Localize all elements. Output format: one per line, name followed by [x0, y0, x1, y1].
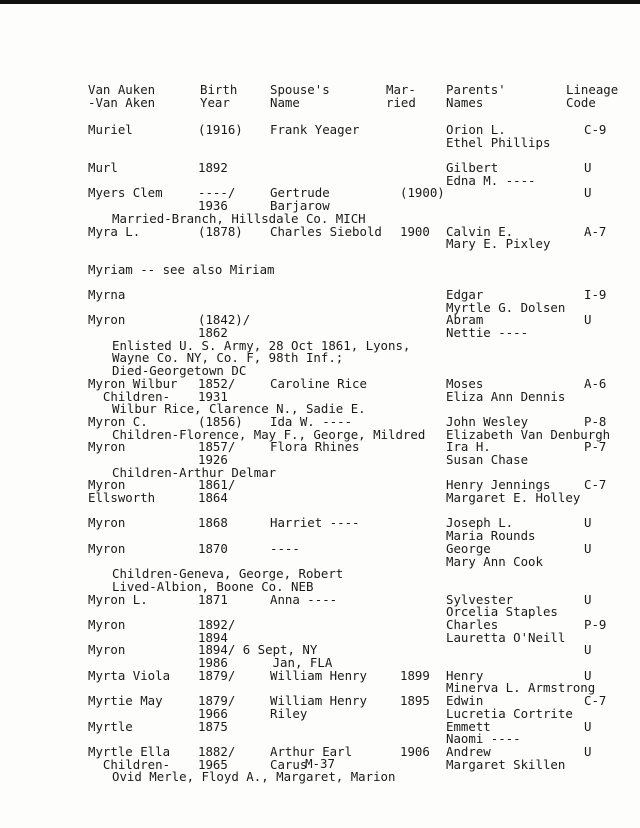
header-parents: Parents' Names [446, 82, 506, 110]
entry-spouse: Flora Rhines [270, 439, 360, 455]
entry-name: Myrtie May [88, 693, 163, 709]
entry-name: Myron Ellsworth [88, 477, 156, 506]
entry-spouse: William Henry [270, 667, 367, 683]
entry-row [88, 375, 628, 417]
entry-birth: 1875 [198, 718, 228, 734]
entry-parents: Ira H. Susan Chase [446, 439, 529, 467]
entry-name: Murl [88, 160, 118, 176]
entry-code: U [584, 185, 592, 201]
entry-parents: Edgar Myrtle G. Dolsen [446, 287, 566, 315]
header-lineage-code: Lineage Code [566, 82, 619, 110]
entry-parents: Andrew Margaret Skillen [446, 743, 566, 772]
entry-birth: (1842)/ 1862 [198, 312, 251, 341]
entry-note: Lived-Albion, Boone Co. NEB [112, 578, 314, 594]
entry-parents: Henry Minerva L. Armstrong [446, 667, 596, 696]
header-spouse: Spouse's Name [270, 82, 330, 110]
entry-birth: 1871 [198, 591, 228, 607]
entry-married: 1899 [400, 667, 430, 683]
entry-birth: 1870 [198, 540, 228, 556]
entry-birth: 1861/ 1864 [198, 477, 236, 506]
entry-code: A-6 [584, 375, 607, 391]
entry-row [88, 187, 628, 225]
entry-name: Myron [88, 642, 126, 658]
entry-row [88, 413, 628, 442]
entry-spouse: Arthur Earl Carus [270, 743, 353, 772]
entry-row [88, 441, 628, 479]
entry-parents: Charles Lauretta O'Neill [446, 617, 566, 645]
entry-code: U [584, 312, 592, 328]
entry-note: Children-Arthur Delmar [112, 464, 277, 480]
entry-spacer [88, 276, 628, 289]
entry-row [88, 540, 628, 594]
entry-code: C-7 [584, 693, 607, 709]
entry-code: C-7 [584, 477, 607, 493]
entry-spouse: Caroline Rice [270, 375, 367, 391]
entry-birth: 1892/ 1894 [198, 617, 236, 645]
entry-row [88, 223, 628, 252]
entry-parents: George Mary Ann Cook [446, 540, 543, 569]
entry-code: P-7 [584, 439, 607, 455]
entry-name: Myron [88, 312, 126, 328]
entry-spouse: Frank Yeager [270, 122, 360, 137]
entry-row [88, 124, 628, 149]
entry-note: Wilbur Rice, Clarence N., Sadie E. [112, 401, 366, 417]
page-number: M-37 [305, 756, 335, 771]
entry-note: Children-Florence, May F., George, Mildred [112, 426, 426, 442]
entry-row [88, 718, 628, 747]
entry-row [88, 619, 628, 644]
entry-name: Myrtle [88, 718, 133, 734]
entry-spouse: Charles Siebold [270, 223, 382, 239]
entry-name: Myron C. [88, 413, 148, 429]
entry-name: Myron [88, 617, 126, 632]
entry-name: Myriam -- see also Miriam [88, 261, 275, 277]
entry-married: (1900) [400, 185, 445, 201]
header-married: Mar- ried [386, 82, 416, 110]
entry-parents: Henry Jennings Margaret E. Holley [446, 477, 581, 506]
entry-birth: ----/ 1936 [198, 185, 236, 214]
entry-birth: 1892 [198, 160, 228, 176]
entry-row [88, 314, 628, 377]
entry-name: Myrta Viola [88, 667, 171, 683]
entry-spouse: Anna ---- [270, 591, 338, 607]
entry-parents: Edwin Lucretia Cortrite [446, 693, 573, 721]
entry-code: U [584, 667, 592, 683]
entry-birth: 1857/ 1926 [198, 439, 236, 467]
entry-birth: 1879/ [198, 667, 236, 683]
entry-note: Died-Georgetown DC [112, 363, 247, 379]
entry-name: Muriel [88, 122, 133, 137]
entry-row [88, 479, 628, 504]
entry-row [88, 695, 628, 720]
entry-code: U [584, 515, 592, 531]
entry-row [88, 261, 628, 277]
entry-note: Wayne Co. NY, Co. F, 98th Inf.; [112, 350, 344, 366]
entry-row [88, 667, 628, 696]
entry-spouse: Harriet ---- [270, 515, 360, 531]
entry-code: A-7 [584, 223, 607, 239]
entry-spacer [88, 149, 628, 162]
entry-birth: 1868 [198, 515, 228, 531]
entry-name: Myrtle Ella Children- [88, 743, 171, 772]
entry-note: Ovid Merle, Floyd A., Margaret, Marion [112, 769, 396, 785]
entry-note: Enlisted U. S. Army, 28 Oct 1861, Lyons, [112, 337, 411, 353]
entry-code: U [584, 718, 592, 734]
entry-spouse: Ida W. ---- [270, 413, 353, 429]
entry-spouse: William Henry Riley [270, 693, 367, 721]
entry-birth: 1852/ 1931 [198, 375, 236, 404]
entry-birth: (1856) [198, 413, 243, 429]
entry-parents: Elizabeth Van Denburgh [446, 426, 611, 442]
entry-married: 1900 [400, 223, 430, 239]
entry-row [88, 591, 628, 620]
entry-parents: Gilbert Edna M. ---- [446, 160, 536, 188]
entry-birth: 1894/ 6 Sept, NY 1986 Jan, FLA [198, 642, 333, 671]
entry-parents: John Wesley [446, 413, 529, 429]
entry-parents: Sylvester Orcelia Staples [446, 591, 558, 620]
entry-row [88, 644, 628, 669]
entry-parents: Emmett Naomi ---- [446, 718, 521, 747]
entry-row [88, 162, 628, 187]
entry-name: Myron [88, 540, 126, 556]
entry-birth: 1882/ 1965 [198, 743, 236, 772]
entry-code: C-9 [584, 122, 607, 137]
entry-note: Children-Geneva, George, Robert [112, 566, 344, 582]
entry-parents: Abram Nettie ---- [446, 312, 529, 341]
entry-name: Myrna [88, 287, 126, 302]
top-border-rule [0, 0, 640, 4]
entry-name: Myron L. [88, 591, 148, 607]
entry-code: U [584, 642, 592, 658]
entry-birth: 1879/ 1966 [198, 693, 236, 721]
entry-code: P-9 [584, 617, 607, 632]
header-birth: Birth Year [200, 82, 238, 110]
entry-note: Married-Branch, Hillsdale Co. MICH [112, 210, 366, 226]
entry-row [88, 289, 628, 314]
genealogy-entries [88, 124, 628, 784]
column-header [88, 84, 628, 114]
entry-birth: (1878) [198, 223, 243, 239]
entry-birth: (1916) [198, 122, 243, 137]
entry-code: I-9 [584, 287, 607, 302]
entry-name: Myron [88, 439, 126, 455]
entry-married: 1906 [400, 743, 430, 759]
header-name: Van Auken -Van Aken [88, 82, 156, 110]
entry-parents: Calvin E. Mary E. Pixley [446, 223, 551, 252]
entry-row [88, 517, 628, 542]
entry-code: U [584, 540, 592, 556]
entry-parents: Moses Eliza Ann Dennis [446, 375, 566, 404]
entry-name: Myron [88, 515, 126, 531]
entry-parents: Orion L. Ethel Phillips [446, 122, 551, 150]
entry-code: U [584, 591, 592, 607]
entry-spouse: Gertrude Barjarow [270, 185, 330, 214]
entry-name: Myron Wilbur Children- [88, 375, 178, 404]
entry-name: Myers Clem [88, 185, 163, 201]
entry-parents: Joseph L. Maria Rounds [446, 515, 536, 544]
entry-code: U [584, 743, 592, 759]
entry-code: U [584, 160, 592, 176]
entry-married: 1895 [400, 693, 430, 709]
entry-spouse: ---- [270, 540, 300, 556]
entry-code: P-8 [584, 413, 607, 429]
entry-name: Myra L. [88, 223, 141, 239]
